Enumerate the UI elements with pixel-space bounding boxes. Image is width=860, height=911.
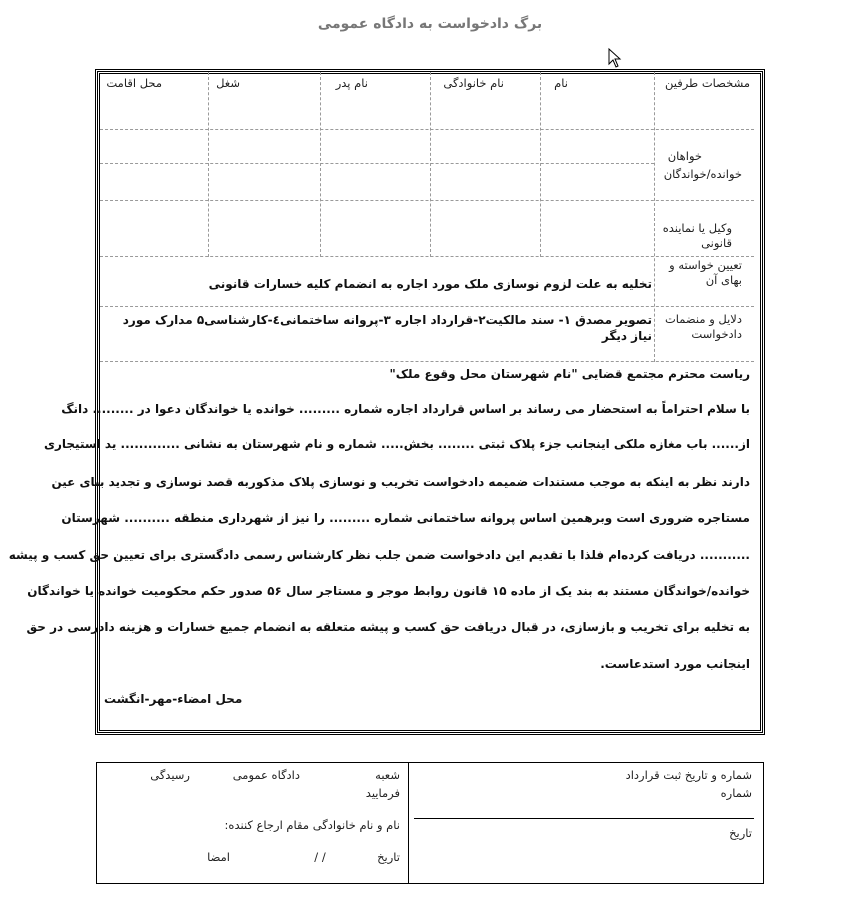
box-divider: [408, 762, 409, 883]
row-plaintiff-label: خواهان: [667, 149, 702, 163]
page-title: برگ دادخواست به دادگاه عمومی: [317, 16, 543, 32]
reg-date-label: تاریخ: [729, 826, 752, 840]
letter-line: دارند نظر به اینکه به موجب مستندات ضمیمه دادخواست تخریب و نوسازی پلاک مذکوربه قصد نوسازی و تجدید بنای عین: [51, 475, 750, 489]
grid-line: [654, 72, 655, 362]
column-residence: محل اقامت: [106, 76, 162, 90]
grid-line: [540, 72, 541, 257]
signature-place: [104, 691, 750, 707]
box-divider-line: [414, 818, 754, 819]
date-slashes: / /: [314, 850, 326, 864]
letter-line: به تخلیه برای تخریب و بازسازی، در قبال دریافت حق کسب و پیشه متعلقه به انضمام جمیع خسارات و هزینه دادرسی در حق: [26, 620, 750, 634]
claim-label: تعیین خواسته و بهای آن: [669, 258, 742, 287]
letter-line: خوانده/خواندگان مستند به بند یک از ماده ۱۵ قانون روابط موجر و مستاجر سال ۵۶ صدور حکم محکومیت خوانده یا خواندگان: [27, 584, 750, 598]
row-defendant-label: خوانده/خواندگان: [663, 167, 742, 181]
grid-line: [100, 129, 754, 130]
letter-salutation: ریاست محترم مجتمع قضایی "نام شهرستان محل وقوع ملک": [389, 367, 750, 381]
evidence-label: دلایل و منضمات دادخواست: [664, 312, 742, 341]
review-label: رسیدگی: [150, 768, 190, 782]
reg-number-label: شماره: [720, 786, 752, 800]
letter-line: ........... دریافت کرده‌ام فلذا با تقدیم این دادخواست ضمن جلب نظر کارشناس رسمی دادگستری برای تعیین حق کسب و پیشه: [8, 548, 750, 562]
column-last-name: نام خانوادگی: [443, 76, 504, 90]
reg-title: شماره و تاریخ ثبت قرارداد: [625, 768, 752, 782]
letter-line: مستاجره ضروری است وبرهمین اساس پروانه ساختمانی شماره ......... را نیز از شهرداری منطقه .......... شهرستان: [61, 511, 750, 525]
letter-line: از...... باب مغازه ملکی اینجانب جزء پلاک ثبتی ........ بخش..... شماره و نام شهرستان به نشانی ............. ید استیجاری: [43, 437, 750, 451]
evidence-value: تصویر مصدق ۱- سند مالکیت۲-قرارداد اجاره ۳-پروانه ساختمانی٤-کارشناسی۵ مدارک مورد نیاز دیگر: [122, 313, 652, 343]
mouse-pointer-icon: [608, 48, 622, 68]
grid-line: [100, 361, 754, 362]
column-father-name: نام پدر: [335, 76, 368, 90]
parties-header: مشخصات طرفین: [664, 76, 750, 90]
branch-label: شعبه: [375, 768, 400, 782]
letter-line: اینجانب مورد استدعاست.: [600, 657, 750, 671]
referrer-label: نام و نام خانوادگی مقام ارجاع کننده:: [224, 818, 400, 832]
grid-line: [100, 163, 654, 164]
date-label: تاریخ: [377, 850, 400, 864]
grid-line: [100, 200, 754, 201]
signature-text: محل امضاء-مهر-انگشت: [104, 692, 243, 706]
grid-line: [320, 72, 321, 257]
grid-line: [430, 72, 431, 257]
grid-line: [100, 256, 754, 257]
grid-line: [208, 72, 209, 257]
row-lawyer-label: وکیل یا نماینده قانونی: [662, 221, 732, 250]
court-label: دادگاه عمومی: [232, 768, 300, 782]
letter-line: با سلام احتراماً به استحضار می رساند بر اساس قرارداد اجاره شماره ......... خوانده یا خواندگان دعوا در ......... دانگ: [61, 402, 750, 416]
column-occupation: شغل: [216, 76, 240, 90]
column-first-name: نام: [554, 76, 568, 90]
sign-label: امضا: [207, 850, 230, 864]
please-label: فرمایید: [365, 786, 400, 800]
claim-value: تخلیه به علت لزوم نوسازی ملک مورد اجاره به انضمام کلیه خسارات قانونی: [208, 277, 652, 291]
grid-line: [100, 306, 754, 307]
